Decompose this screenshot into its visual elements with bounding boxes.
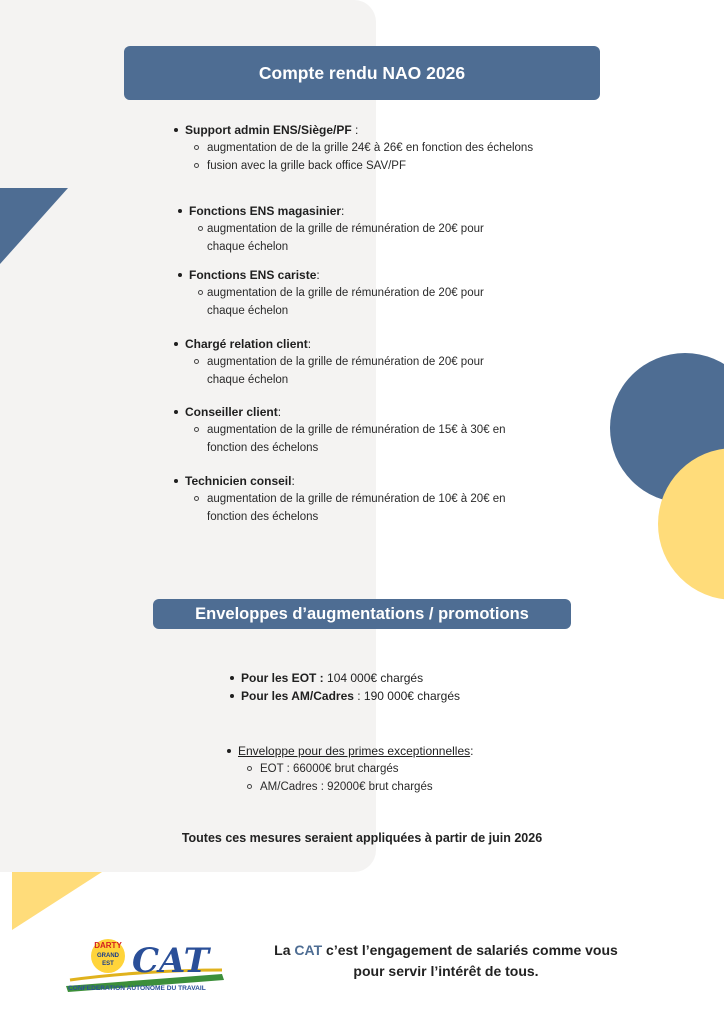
item-detail: augmentation de de la grille 24€ à 26€ en fonction des échelons	[173, 139, 533, 157]
primes-detail: EOT : 66000€ brut chargés	[226, 760, 474, 778]
item-separator: :	[291, 474, 295, 488]
item-heading: Technicien conseil	[185, 474, 292, 488]
slogan	[236, 940, 656, 982]
item-heading: Fonctions ENS magasinier	[189, 204, 342, 218]
list-item	[173, 121, 533, 175]
item-detail: fonction des échelons	[207, 511, 319, 523]
list-item	[173, 335, 484, 389]
svg-text:GRAND: GRAND	[97, 953, 119, 959]
cat-logo	[62, 934, 232, 996]
primes-list	[226, 742, 474, 796]
item-separator: :	[316, 268, 320, 282]
item-detail: augmentation de la grille de rémunération de 20€ pour	[177, 284, 484, 302]
svg-text:CONFEDERATION AUTONOME DU TRAV: CONFEDERATION AUTONOME DU TRAVAIL	[68, 985, 206, 992]
item-heading: Fonctions ENS cariste	[189, 268, 317, 282]
slogan-cat: CAT	[294, 942, 323, 958]
section-title	[153, 599, 571, 629]
svg-text:CAT: CAT	[132, 941, 209, 981]
slogan-line2: pour servir l’intérêt de tous.	[353, 963, 539, 979]
section-title-text: Enveloppes d’augmentations / promotions	[195, 604, 529, 623]
item-separator: :	[307, 337, 312, 351]
item-detail: chaque échelon	[207, 305, 289, 317]
yellow-triangle-decoration	[12, 872, 102, 930]
footnote: Toutes ces mesures seraient appliquées à partir de juin 2026	[181, 831, 543, 845]
blue-triangle-decoration	[0, 188, 68, 264]
item-detail: fonction des échelons	[207, 442, 319, 454]
item-separator: :	[341, 204, 345, 218]
primes-heading: Enveloppe pour des primes exceptionnelles	[238, 744, 471, 758]
item-detail: chaque échelon	[207, 241, 289, 253]
svg-text:EST: EST	[102, 961, 114, 967]
item-detail: fusion avec la grille back office SAV/PF	[173, 157, 533, 175]
envelope-label: Pour les EOT :	[241, 671, 324, 685]
item-separator: :	[277, 405, 282, 419]
list-item	[177, 202, 484, 256]
item-detail: augmentation de la grille de rémunération de 20€ pour	[177, 220, 484, 238]
list-item	[177, 266, 484, 320]
list-item	[173, 403, 506, 457]
primes-detail: AM/Cadres : 92000€ brut chargés	[226, 778, 474, 796]
item-heading: Conseiller client	[185, 405, 278, 419]
item-detail: augmentation de la grille de rémunération de 15€ à 30€ en	[173, 421, 506, 439]
slogan-pre: La	[274, 942, 295, 958]
item-heading: Support admin ENS/Siège/PF	[185, 123, 352, 137]
envelope-label: Pour les AM/Cadres	[241, 689, 354, 703]
primes-separator: :	[470, 744, 474, 758]
svg-text:DARTY: DARTY	[94, 941, 122, 950]
list-item	[173, 472, 506, 526]
item-detail: augmentation de la grille de rémunération de 20€ pour	[173, 353, 484, 371]
slogan-post: c’est l’engagement de salariés comme vous	[322, 942, 618, 958]
envelope-list	[229, 669, 460, 705]
item-detail: chaque échelon	[207, 374, 289, 386]
item-heading: Chargé relation client	[185, 337, 308, 351]
page-title	[124, 46, 600, 100]
envelope-value: : 190 000€ chargés	[353, 689, 460, 703]
envelope-value: 104 000€ chargés	[323, 671, 424, 685]
page-title-text: Compte rendu NAO 2026	[258, 62, 466, 83]
item-detail: augmentation de la grille de rémunération de 10€ à 20€ en	[173, 490, 506, 508]
item-separator: :	[351, 123, 359, 137]
